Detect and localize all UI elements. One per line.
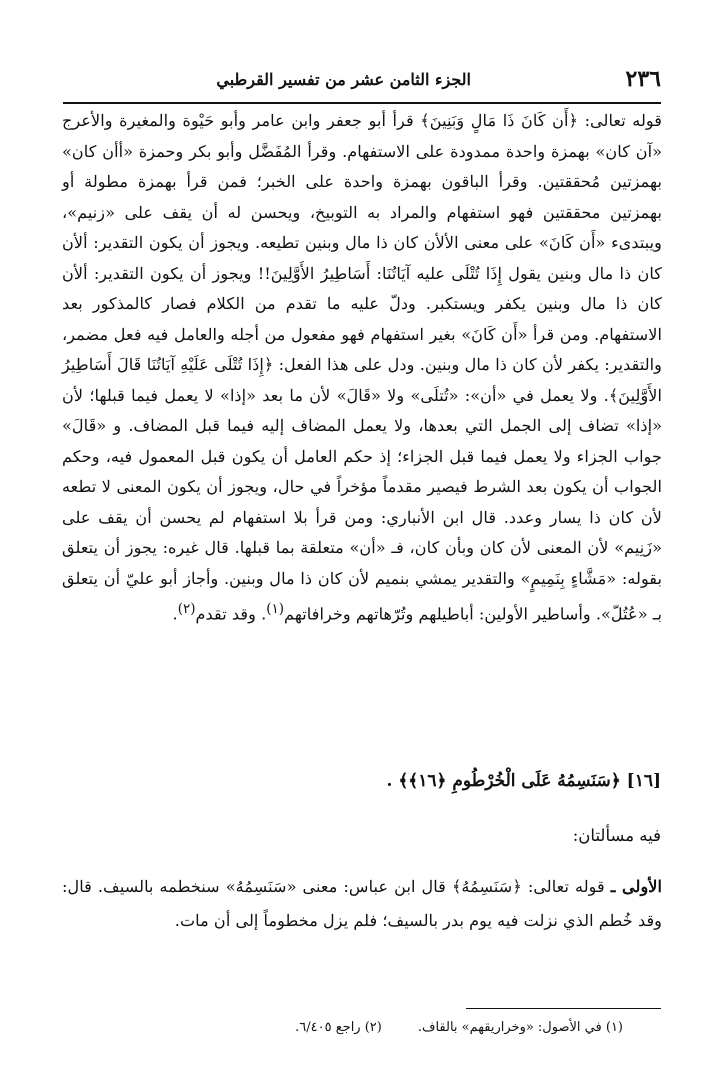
footnote-1: (١) في الأصول: «وخراريقهم» بالقاف.	[417, 1020, 623, 1035]
main-commentary	[62, 106, 662, 630]
commentary-text: قوله تعالى: ﴿أَن كَانَ ذَا مَالٍ وَبَنِينَ﴾ قرأ أبو جعفر وابن عامر وأبو حَيْوة والمغيرة والأعرج «آن كان» بهمزة واحدة ممدودة على الاستفهام. وقرأ المُفَضَّل وأبو بكر وحمزة «أأن كان» بهمزتين مُحققتين. وقرأ الباقون بهمزة واحدة على الخبر؛ فمن قرأ بهمزة مطولة أو بهمزتين محققتين فهو استفهام والمراد به التوبيخ، ويحسن له أن يقف على «زنيم»، ويبتدىء «أَن كَانَ» على معنى الألأن كان ذا مال وبنين تطيعه. ويجوز أن يكون التقدير: ألأن كان ذا مال وبنين يقول إِذَا تُتْلَى عليه آيَاتُنَا: أَسَاطِيرُ الأَوَّلِينَ!! ويجوز أن يكون التقدير: ألأن كان ذا مال وبنين يكفر ويستكبر. ودلّ عليه ما تقدم من الكلام فصار كالمذكور بعد الاستفهام. ومن قرأ «أَن كَانَ» بغير استفهام فهو مفعول من أجله والعامل فيه فعل مضمر، والتقدير: يكفر لأن كان ذا مال وبنين. ودل على هذا الفعل: ﴿إِذَا تُتْلَى عَلَيْهِ آيَاتُنَا قَالَ أَسَاطِيرُ الأَوَّلِينَ﴾. ولا يعمل في «أن»: «تُتلَى» ولا «قَالَ» لأن ما بعد «إذا» لا يعمل فيما قبلها؛ لأن «إذا» تضاف إلى الجمل التي بعدها، ولا يعمل المضاف إليه فيما قبل المضاف. و «قَالَ» جواب الجزاء ولا يعمل فيما قبل الجزاء؛ إذ حكم العامل أن يكون قبل المعمول فيه، وحكم الجواب أن يكون بعد الشرط فيصير مقدماً مؤخراً في حال، ويجوز أن يكون المعنى لا تطعه لأن كان ذا يسار وعدد. قال ابن الأنباري: ومن قرأ بلا استفهام لم يحسن أن يقف على «زَنِيم» لأن المعنى لأن كان وبأن كان، فـ «أن» متعلقة بما قبلها. قال غيره: يجوز أن يتعلق بقوله: «مَشَّاءٍ بِنَمِيمٍ» والتقدير يمشي بنميم لأن كان ذا مال وبنين. وأجاز أبو عليّ أن يتعلق بـ «عُتُلّ». وأساطير الأولين: أباطيلهم وتُرّهاتهم وخرافاتهم	[62, 111, 662, 624]
page-number: ٢٣٦	[625, 66, 661, 92]
section-intro: فيه مسألتان:	[572, 826, 661, 845]
first-issue	[62, 870, 662, 938]
footnote-ref-1: (١)	[266, 601, 285, 617]
first-issue-text: قوله تعالى: ﴿سَنَسِمُهُ﴾ قال ابن عباس: معنى «سَنَسِمُهُ» سنخطمه بالسيف. قال: وقد خُطم الذي نزلت فيه يوم بدر بالسيف؛ فلم يزل مخطوماً إلى أن مات.	[62, 877, 662, 930]
footnote-rule	[466, 1008, 661, 1009]
footnotes	[295, 1020, 623, 1035]
first-issue-lead: الأولى ـ	[610, 877, 662, 896]
verse-heading	[61, 770, 661, 791]
first-issue-paragraph	[62, 870, 662, 938]
verse-number: [١٦]	[626, 771, 661, 791]
commentary-paragraph	[62, 106, 662, 630]
page-header	[63, 66, 661, 96]
header-rule	[63, 102, 661, 104]
verse-text: ﴿سَنَسِمُهُ عَلَى الْخُرْطُومِ ﴿١٦﴾﴾ .	[386, 771, 621, 791]
running-title: الجزء الثامن عشر من تفسير القرطبي	[216, 70, 471, 89]
footnote-ref-2: (٢)	[177, 601, 196, 617]
commentary-text-tail: . وقد تقدم	[195, 604, 267, 624]
commentary-end: .	[172, 604, 178, 624]
footnote-2: (٢) راجع ٦/٤٠٥.	[295, 1020, 382, 1035]
